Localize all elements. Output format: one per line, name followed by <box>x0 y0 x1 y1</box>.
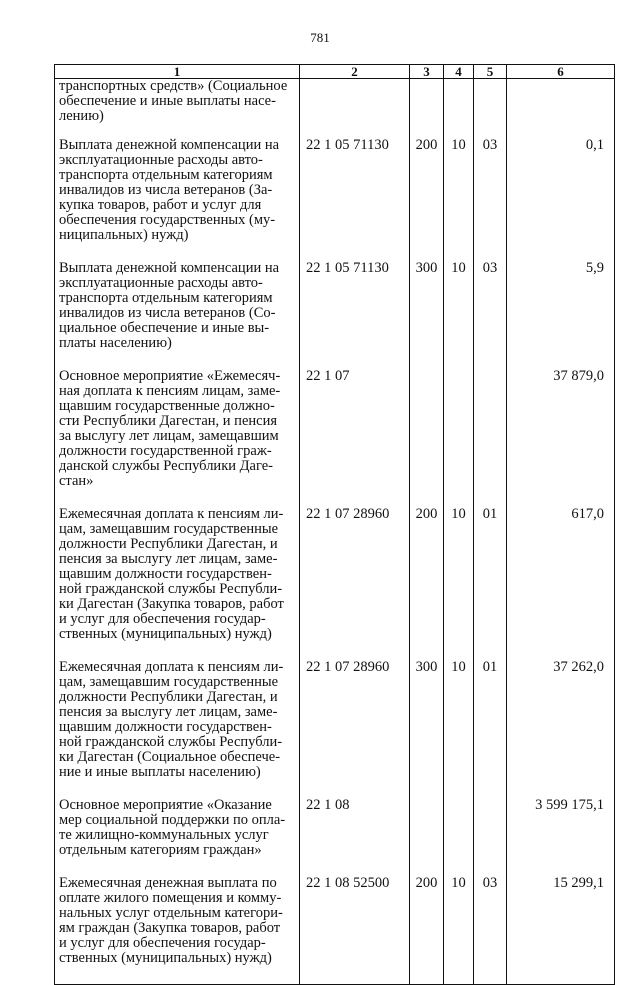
row-code: 22 1 08 <box>300 798 410 876</box>
table-row <box>55 660 615 798</box>
row-code: 22 1 07 28960 <box>300 507 410 660</box>
row-name: транспортных средств» (Социальное обеспечение и иные выплаты насе- лению) <box>55 79 300 139</box>
row-col3: 200 <box>410 876 444 985</box>
table-row <box>55 79 615 139</box>
table-row <box>55 261 615 369</box>
table-row <box>55 138 615 261</box>
row-code: 22 1 08 52500 <box>300 876 410 985</box>
row-amount: 37 879,0 <box>507 369 615 507</box>
row-name: Выплата денежной компенсации на эксплуатационные расходы авто- транспорта отдельным категориям инвалидов из числа ветеранов (За- купка товаров, работ и услуг для обеспечения государственных (му- ниципальных) нужд) <box>55 138 300 261</box>
row-col3: 300 <box>410 261 444 369</box>
table-row <box>55 798 615 876</box>
row-col4 <box>444 79 474 139</box>
row-col4 <box>444 369 474 507</box>
column-header: 6 <box>507 65 615 79</box>
row-code: 22 1 05 71130 <box>300 261 410 369</box>
row-col3: 200 <box>410 507 444 660</box>
row-col5: 03 <box>474 876 507 985</box>
budget-table <box>54 64 615 985</box>
row-col5 <box>474 79 507 139</box>
row-col5 <box>474 798 507 876</box>
row-col3: 300 <box>410 660 444 798</box>
row-col3 <box>410 369 444 507</box>
row-col5: 01 <box>474 660 507 798</box>
row-col4 <box>444 798 474 876</box>
table-row <box>55 507 615 660</box>
column-header: 2 <box>300 65 410 79</box>
row-name: Основное мероприятие «Ежемесяч- ная доплата к пенсиям лицам, заме- щавшим государственные должно- сти Республики Дагестан, и пенсия за выслугу лет лицам, замещавшим должности государственной граж- данской службы Республики Даге- стан» <box>55 369 300 507</box>
table-header-row <box>55 65 615 79</box>
row-name: Ежемесячная доплата к пенсиям ли- цам, замещавшим государственные должности Республики Дагестан, и пенсия за выслугу лет лицам, заме- щавшим должности государствен- ной гражданской службы Республи- ки Дагестан (Социальное обеспече- ние и иные выплаты населению) <box>55 660 300 798</box>
row-col5 <box>474 369 507 507</box>
row-code: 22 1 07 <box>300 369 410 507</box>
row-name: Ежемесячная денежная выплата по оплате жилого помещения и комму- нальных услуг отдельным категори- ям граждан (Закупка товаров, работ и услуг для обеспечения государ- ственных (муниципальных) нужд) <box>55 876 300 985</box>
row-amount: 0,1 <box>507 138 615 261</box>
row-col4: 10 <box>444 261 474 369</box>
table-row <box>55 369 615 507</box>
row-name: Ежемесячная доплата к пенсиям ли- цам, замещавшим государственные должности Республики Дагестан, и пенсия за выслугу лет лицам, заме- щавшим должности государствен- ной гражданской службы Республи- ки Дагестан (Закупка товаров, работ и услуг для обеспечения государ- ственных (муниципальных) нужд) <box>55 507 300 660</box>
row-code: 22 1 05 71130 <box>300 138 410 261</box>
column-header: 3 <box>410 65 444 79</box>
row-col5: 03 <box>474 138 507 261</box>
row-amount: 5,9 <box>507 261 615 369</box>
row-name: Основное мероприятие «Оказание мер социальной поддержки по опла- те жилищно-коммунальных услуг отдельным категориям граждан» <box>55 798 300 876</box>
column-header: 1 <box>55 65 300 79</box>
table-body <box>55 79 615 985</box>
row-col4: 10 <box>444 507 474 660</box>
row-col5: 03 <box>474 261 507 369</box>
row-amount: 617,0 <box>507 507 615 660</box>
row-col4: 10 <box>444 660 474 798</box>
row-col5: 01 <box>474 507 507 660</box>
row-amount: 15 299,1 <box>507 876 615 985</box>
row-col3 <box>410 79 444 139</box>
page-number: 781 <box>310 30 330 45</box>
row-col4: 10 <box>444 876 474 985</box>
row-code <box>300 79 410 139</box>
row-name: Выплата денежной компенсации на эксплуатационные расходы авто- транспорта отдельным категориям инвалидов из числа ветеранов (Со- циальное обеспечение и иные вы- платы населению) <box>55 261 300 369</box>
row-col3 <box>410 798 444 876</box>
table-row <box>55 876 615 985</box>
column-header: 4 <box>444 65 474 79</box>
row-code: 22 1 07 28960 <box>300 660 410 798</box>
column-header: 5 <box>474 65 507 79</box>
row-amount: 37 262,0 <box>507 660 615 798</box>
row-col3: 200 <box>410 138 444 261</box>
row-amount <box>507 79 615 139</box>
row-col4: 10 <box>444 138 474 261</box>
row-amount: 3 599 175,1 <box>507 798 615 876</box>
